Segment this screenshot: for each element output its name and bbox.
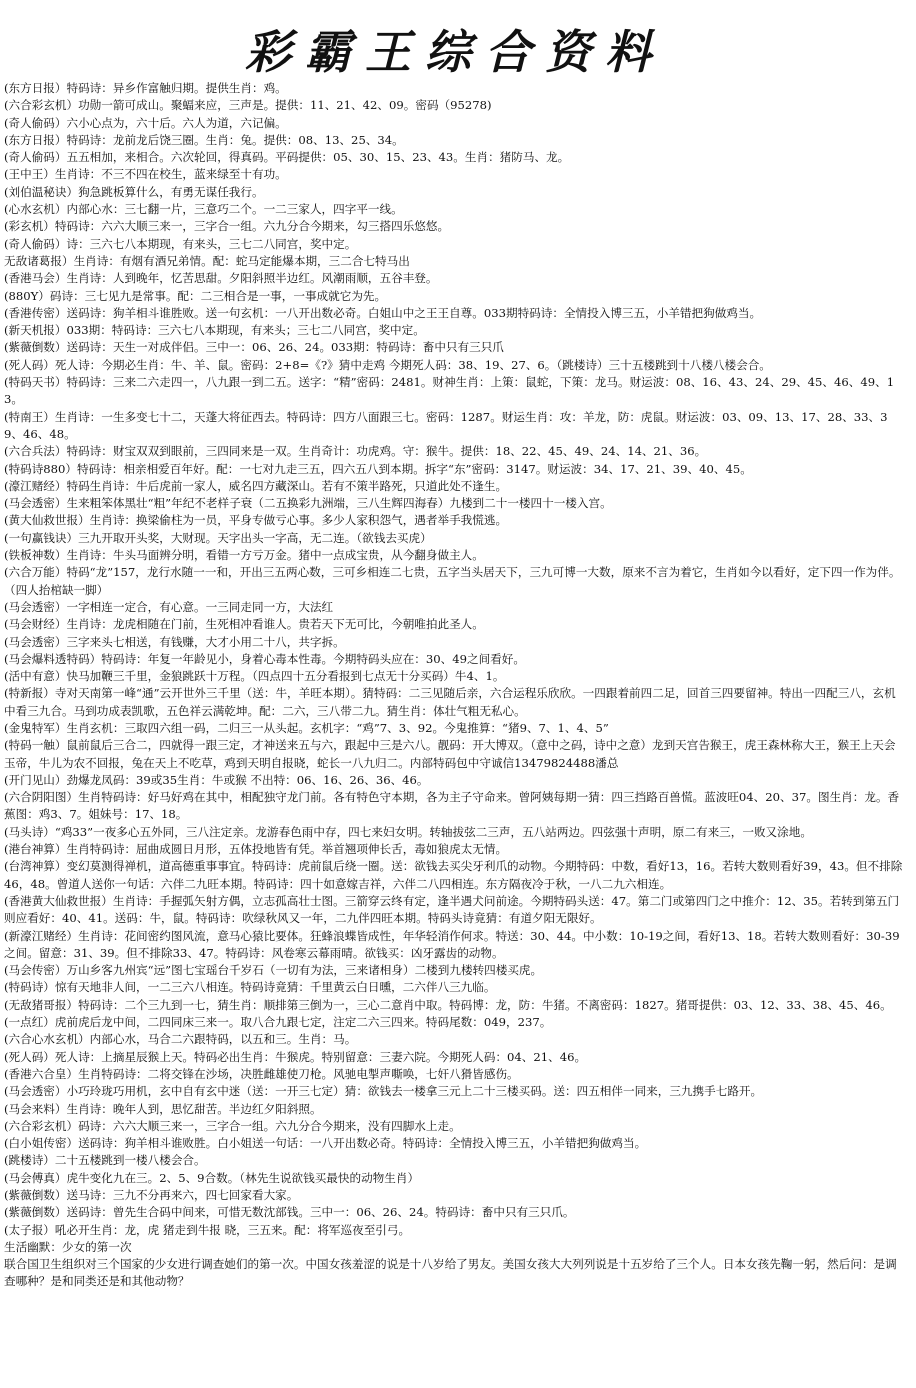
text-line: (马头诗）“鸡33”一夜多心五外同，三八注定亲。龙游春色雨中存，四七来妇女明。转轴拔弦二三声，五八站两边。四弦强十声明，原二有来三，一败又涂地。 (4, 824, 812, 839)
text-line: (白小姐传密）送码诗：狗羊相斗谁败胜。白小姐送一句话：一八开出数必奇。特码诗：全情投入博三五，小羊错把狗做鸡当。 (4, 1136, 647, 1151)
text-line: (六合彩玄机）功勋一箭可成山。聚蝠来应，三声是。提供：11、21、42、09。密码（95278) (4, 98, 492, 113)
text-line: (紫薇倒数）送马诗：三九不分再来六，四七回家看大家。 (4, 1188, 299, 1202)
text-line: (马会爆料透特码）特码诗：年复一年龄见小，身着心毒本性毒。今期特码头应在：30、49之间看好。 (4, 651, 525, 666)
text-line: (王中王）生肖诗：不三不四在校生，蓝来绿至十有功。 (4, 167, 287, 182)
text-line: (六合兵法）特码诗：财宝双双到眼前，三四同来是一双。生肖奇计：功虎鸡。守：猴牛。提供：18、22、45、49、24、14、21、36。 (4, 444, 707, 459)
text-line: 生活幽默：少女的第一次 (4, 1239, 132, 1254)
content-body (4, 80, 906, 1291)
text-line: (特新报）寺对天南第一峰“通”云开世外三千里（送：牛，羊旺本期）。猜特码：二三见随后亲，六合运程乐欣欣。一四跟着前四二足，回首三四要留神。特出一四配三八，玄机中看三九合。马到功成表凯歌，五色祥云满乾坤。配：二六，三八带二九。猜生肖：体壮气粗无私心。 (4, 686, 896, 718)
text-line: (刘伯温秘诀）狗急跳板算什么，有勇无谋任我行。 (4, 184, 264, 199)
text-line: (濠江赌经）特码生肖诗：牛后虎前一家人，威名四方藏深山。若有不策半路死，只道此处不逢生。 (4, 478, 508, 493)
text-line: (特码诗880）特码诗：相亲相爱百年好。配：一七对九走三五，四六五八到本期。拆字“东”密码：3147。财运波：34、17、21、39、40、45。 (4, 461, 752, 476)
text-line: (东方日报）特码诗：龙前龙后饶三圈。生肖：兔。提供：08、13、25、34。 (4, 132, 404, 147)
text-line: (紫薇倒数）送码诗：天生一对成伴侣。三中一：06、26、24。033期：特码诗：畜中只有三只爪 (4, 340, 504, 355)
text-line: (活中有意）快马加鞭三千里，金狼跳跃十万程。（四点四十五分看报到七点无十分买码）牛4、1。 (4, 669, 505, 684)
text-line: (死人码）死人诗：今期必生肖：牛、羊、鼠。密码：2+8=《?》猜中走鸡 今期死人码：38、19、27、6。（跳楼诗）三十五楼跳到十八楼八楼会合。 (4, 357, 771, 372)
text-line: (特码一触）鼠前鼠后三合二，四就得一跟三定，才神送来五与六，跟起中三是六八。靓码：开大博双。（意中之码，诗中之意）龙到天宫告猴王，虎王森林称大王，猴王上天会玉帝，牛儿为农不回报，兔在天上不吃草，鸡到天明自报晓，蛇长一八九归二。内部特码包中守诚信13479824488潘总 (4, 738, 896, 770)
text-line: (马会透密）生来粗笨体黑壮“粗”年纪不老样子衰（二五换彩九洲端，三八生辉四海春）九楼到二十一楼四十一楼入宫。 (4, 496, 612, 511)
text-line: (开门见山）劲爆龙凤码：39或35生肖：牛或猴 不出特：06、16、26、36、46。 (4, 772, 429, 787)
text-line: (铁板神数）生肖诗：牛头马面辨分明，看错一方亏万金。猪中一点成宝贵，从今翻身做主人。 (4, 548, 484, 563)
text-line: (马会透密）小巧玲珑巧用机，玄中自有玄中迷（送：一开三七定）猜：欲钱去一楼拿三元上二十三楼买码。送：四五相伴一同来，三九携手七路开。 (4, 1084, 763, 1099)
text-line: (香港传密）送码诗：狗羊相斗谁胜败。送一句玄机：一八开出数必奇。白姐山中之王王自尊。033期特码诗：全情投入博三五，小羊错把狗做鸡当。 (4, 305, 762, 320)
text-line: (奇人偷码）五五相加，来相合。六次轮回，得真码。平码提供：05、30、15、23、43。生肖：猪防马、龙。 (4, 150, 570, 165)
text-line: (马会透密）一字相连一定合，有心意。一三同走同一方，大法红 (4, 599, 334, 614)
text-line: (紫薇倒数）送码诗：曾先生合码中间来，可惜无数沈部钱。三中一：06、26、24。特码诗：畜中只有三只爪。 (4, 1205, 575, 1220)
text-line: (一点红）虎前虎后龙中间，二四同床三来一。取八合九跟七定，注定二六三四来。特码尾数：049，237。 (4, 1015, 552, 1030)
text-line: (太子报）吼必开生肖：龙，虎 猪走到牛报 晓，三五来。配：将军巡夜至引弓。 (4, 1222, 411, 1237)
text-line: (马会财经）生肖诗：龙虎相随在门前，生死相冲看谁人。贵若天下无可比，今朝唯拍此圣人。 (4, 617, 484, 632)
text-line: (特码诗）惊有天地非人间，一二三六八相连。特码诗竟猜：千里黄云白日曛，二六伴八三九临。 (4, 980, 496, 995)
text-line: (新天机报）033期：特码诗：三六七八本期现，有来头；三七二八同宫，奖中定。 (4, 323, 425, 338)
text-line: (彩玄机）特码诗：六六大顺三来一，三字合一组。六九分合今期来，勾三搭四乐悠悠。 (4, 219, 450, 234)
text-line: (奇人偷码）六小心点为，六十后。六人为道，六记偏。 (4, 115, 287, 130)
text-line: (香港黄大仙救世报）生肖诗：手握弧矢射方偶，立志孤高壮士图。三箭穿云终有定，逢半遇犬问前途。今期特码头送：47。第二门或第四门之中推介：12、35。若转到第五门则应看好：40、41。送码：牛，鼠。特码诗：吹绿秋风又一年，二九伴四旺本期。特码头诗竟猜：有道夕阳无限好。 (4, 893, 900, 926)
text-line: (台湾神算）变幻莫测得禅机，道高德重事事宜。特码诗：虎前鼠后绕一圈。送：欲钱去买尖牙利爪的动物。今期特码：中数，看好13，16。若转大数则看好39，43。但不排除46，48。曾道人送你一句话：六伴二九旺本期。特码诗：四十如意嫁吉祥，六伴二八四相连。东方隔夜冷于秋，一八二九六相连。 (4, 859, 903, 891)
text-line: (六合彩玄机）码诗：六六大顺三来一，三字合一组。六九分合今期来，没有四脚水上走。 (4, 1118, 461, 1133)
text-line: (马会传密）万山乡客九州宾“远”图七宝瑶台千岁石（一切有为法，三来诸相身）二楼到九楼转四楼买虎。 (4, 963, 543, 978)
text-line: (马会傅真）虎牛变化九在三。2、5、9合数。（林先生说欲钱买最快的动物生肖） (4, 1170, 420, 1185)
text-line: (金鬼特军）生肖玄机：三取四六组一码，二归三一从头起。玄机字：“鸡”7、3、92。今鬼推算：“猪9、7、1、4、5” (4, 720, 609, 735)
text-line: (新濠江赌经）生肖诗：花间密约图风流，意马心猿比要体。狂蜂浪蝶皆成性，年华轻消作何求。特送：30、44。中小数：10-19之间，看好13、18。若转大数则看好：30-39之间。留意：31、39。但不排除33、47。特码诗：风卷寒云幕雨晴。欲钱买：凶牙露齿的动物。 (4, 928, 900, 960)
text-line: (奇人偷码）诗：三六七八本期现，有来头，三七二八同宫，奖中定。 (4, 236, 357, 251)
text-line: (马会来料）生肖诗：晚年人到，思忆甜苦。半边红夕阳斜照。 (4, 1101, 322, 1116)
text-line: (六合万能）特码“龙”157，龙行水随一一和，开出三五两心数，三可乡相连二七贵，五字当头居天下，三九可博一大数，原来不言为着它，生肖如今以看好，定下四一作为伴。（四人抬棺缺一脚） (4, 565, 901, 597)
text-line: (880Y）码诗：三七见九是常事。配：二三相合是一事，一事成就它为先。 (4, 288, 387, 303)
text-line: (死人码）死人诗：上摘星辰猴上天。特码必出生肖：牛猴虎。特别留意：三妻六院。今期死人码：04、21、46。 (4, 1049, 587, 1064)
text-line: (无敌猪哥报）特码诗：二个三九到一七，猜生肖：顺排第三倒为一，三心二意肖中取。特码博：龙，防：牛猪。不离密码：1827。猪哥提供：03、12、33、38、45、46。 (4, 997, 892, 1012)
text-line: (六合阴阳图）生肖特码诗：好马好鸡在其中，相配独守龙门前。各有特色守本期，各为主子守命来。曾阿姨每期一猜：四三挡路百兽慌。蓝波旺04、20、37。图生肖：龙。香蕉图：鸡3、7。姐妹号：17、18。 (4, 790, 900, 822)
text-line: (跳楼诗）二十五楼跳到一楼八楼会合。 (4, 1153, 206, 1168)
text-line: (一句赢钱诀）三九开取开头奖，大财现。天字出头一字高，无二连。（欲钱去买虎） (4, 530, 432, 545)
text-line: (心水玄机）内部心水：三七翻一片，三意巧二个。一二三家人，四字平一线。 (4, 202, 403, 217)
text-line: (六合心水玄机）内部心水，马合二六跟特码，以五和三。生肖：马。 (4, 1032, 357, 1047)
text-line: 联合国卫生组织对三个国家的少女进行调查她们的第一次。中国女孩羞涩的说是十八岁给了男友。美国女孩大大列列说是十五岁给了三个人。日本女孩先鞠一躬，然后问：是调查哪种？是和同类还是和其他动物？ (4, 1257, 897, 1289)
text-line: (港台神算）生肖特码诗：屈曲成圆日月形，五体投地皆有凭。举首翘项伸长舌，毒如狼虎太无情。 (4, 842, 508, 857)
text-line: (黄大仙救世报）生肖诗：换梁偷柱为一员，平身专做亏心事。多少人家积怨气，遇者举手我慌逃。 (4, 513, 508, 528)
text-line: (东方日报）特码诗：异乡作富触归期。提供生肖：鸡。 (4, 81, 287, 95)
text-line: 无敌诸葛报）生肖诗：有烟有酒兄弟情。配：蛇马定能爆本期，三二合七特马出 (4, 253, 410, 268)
text-line: (香港六合皇）生肖特码诗：二将交锋在沙场，决胜雌雄使刀枪。风驰电掣声嘶唤，七奸八猾皆感伤。 (4, 1066, 519, 1081)
page-title: 彩霸王综合资料 (245, 25, 665, 79)
text-line: (特码天书）特码诗：三来二六走四一，八九跟一到二五。送字：“精”密码：2481。财神生肖：上策：鼠蛇，下策：龙马。财运波：08、16、43、24、29、45、46、49、13。 (4, 375, 895, 407)
text-line: (马会透密）三字来头七相送，有钱赚，大才小用二十八，共字拆。 (4, 634, 345, 649)
text-line: (特南王）生肖诗：一生多变七十二，天蓬大将征西去。特码诗：四方八面跟三七。密码：1287。财运生肖：攻：羊龙，防：虎鼠。财运波：03、09、13、17、28、33、39、46、48。 (4, 409, 888, 441)
text-line: (香港马会）生肖诗：人到晚年，忆苦思甜。夕阳斜照半边红。风潮雨顺，五谷丰登。 (4, 271, 438, 286)
